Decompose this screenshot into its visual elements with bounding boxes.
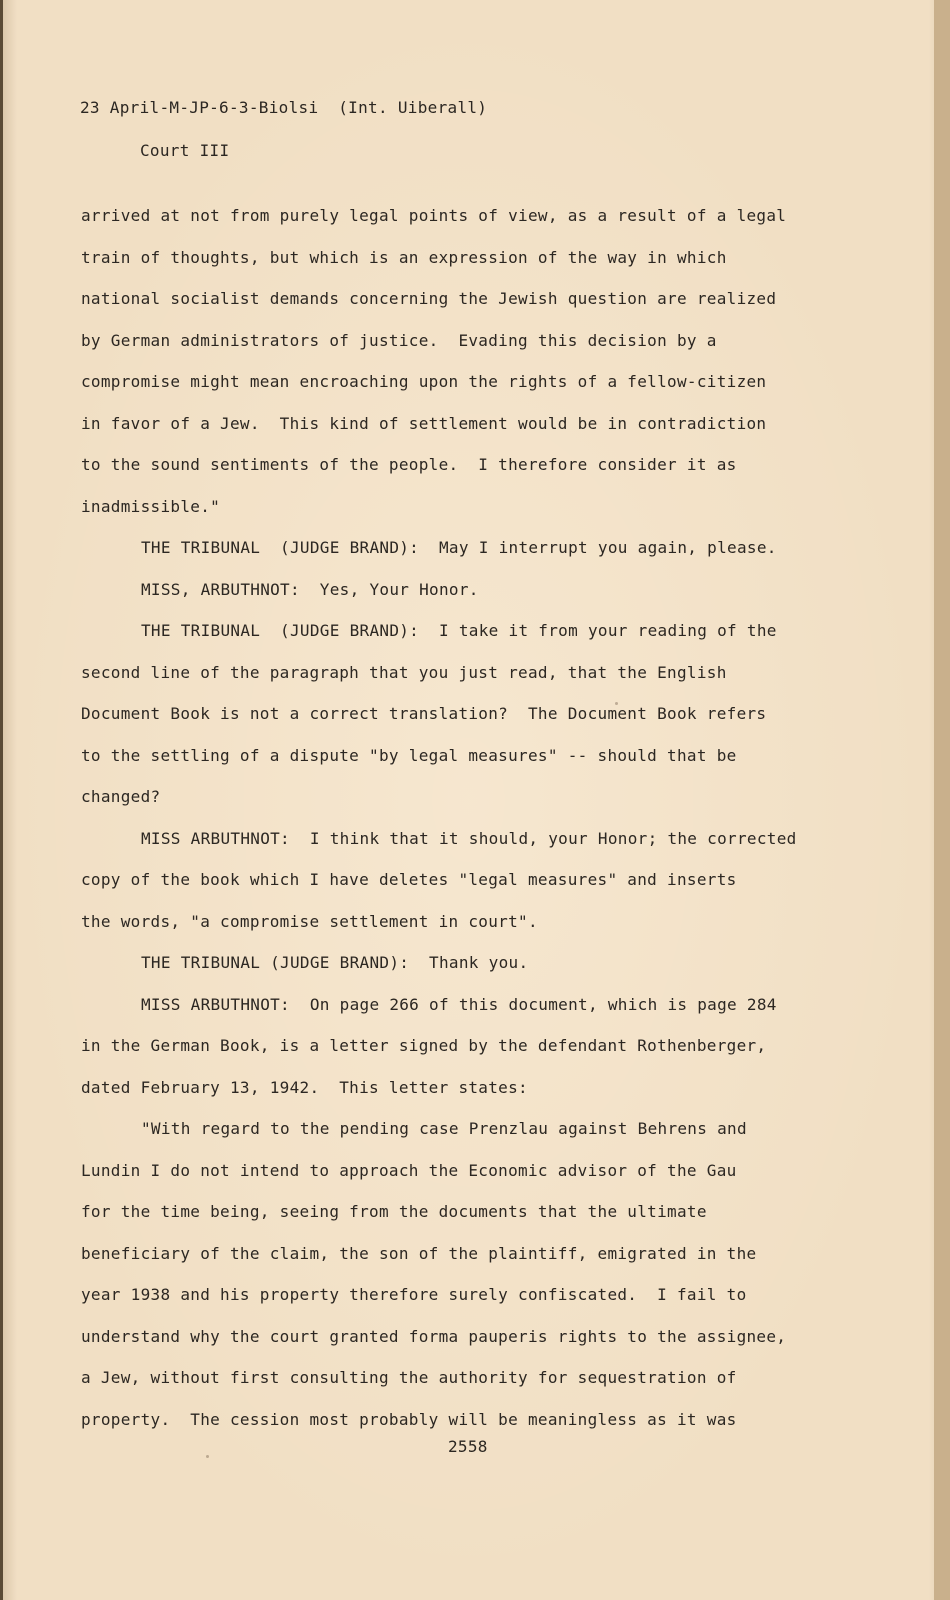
- court-label: Court III: [140, 141, 230, 160]
- transcript-line: MISS, ARBUTHNOT: Yes, Your Honor.: [141, 579, 479, 599]
- document-reference: 23 April-M-JP-6-3-Biolsi (Int. Uiberall): [80, 98, 488, 117]
- transcript-line: a Jew, without first consulting the authority for sequestration of: [81, 1368, 737, 1387]
- transcript-line: THE TRIBUNAL (JUDGE BRAND): May I interrupt you again, please.: [141, 538, 777, 557]
- transcript-line: in favor of a Jew. This kind of settlement would be in contradiction: [81, 413, 767, 433]
- transcript-line: year 1938 and his property therefore surely confiscated. I fail to: [81, 1285, 747, 1304]
- transcript-line: dated February 13, 1942. This letter states:: [81, 1077, 528, 1097]
- transcript-line: understand why the court granted forma pauperis rights to the assignee,: [81, 1326, 787, 1346]
- transcript-line: arrived at not from purely legal points of view, as a result of a legal: [81, 206, 787, 225]
- transcript-line: Document Book is not a correct translation? The Document Book refers: [81, 704, 767, 723]
- transcript-line: MISS ARBUTHNOT: On page 266 of this document, which is page 284: [141, 994, 777, 1014]
- transcript-line: inadmissible.": [81, 496, 221, 516]
- transcript-line: for the time being, seeing from the documents that the ultimate: [81, 1202, 707, 1221]
- transcript-line: in the German Book, is a letter signed by the defendant Rothenberger,: [81, 1036, 767, 1055]
- page-number: 2558: [448, 1437, 488, 1456]
- transcript-line: THE TRIBUNAL (JUDGE BRAND): I take it from your reading of the: [141, 621, 777, 640]
- transcript-line: the words, "a compromise settlement in court".: [81, 911, 538, 931]
- transcript-body: [81, 195, 901, 1440]
- transcript-line: property. The cession most probably will be meaningless as it was: [81, 1409, 737, 1429]
- transcript-line: copy of the book which I have deletes "legal measures" and inserts: [81, 870, 737, 889]
- transcript-line: by German administrators of justice. Evading this decision by a: [81, 330, 717, 350]
- transcript-line: changed?: [81, 787, 161, 806]
- transcript-line: train of thoughts, but which is an expression of the way in which: [81, 247, 727, 267]
- paper-speck: [206, 1455, 209, 1458]
- transcript-line: "With regard to the pending case Prenzlau against Behrens and: [141, 1119, 747, 1138]
- transcript-line: beneficiary of the claim, the son of the plaintiff, emigrated in the: [81, 1243, 757, 1263]
- transcript-line: Lundin I do not intend to approach the Economic advisor of the Gau: [81, 1160, 737, 1180]
- paper-speck: [615, 702, 618, 705]
- transcript-line: MISS ARBUTHNOT: I think that it should, your Honor; the corrected: [141, 828, 797, 848]
- transcript-line: THE TRIBUNAL (JUDGE BRAND): Thank you.: [141, 953, 529, 972]
- transcript-line: national socialist demands concerning the Jewish question are realized: [81, 289, 777, 308]
- transcript-line: second line of the paragraph that you just read, that the English: [81, 662, 727, 682]
- transcript-line: to the sound sentiments of the people. I therefore consider it as: [81, 455, 737, 474]
- transcript-line: to the settling of a dispute "by legal measures" -- should that be: [81, 745, 737, 765]
- transcript-line: compromise might mean encroaching upon the rights of a fellow-citizen: [81, 372, 767, 391]
